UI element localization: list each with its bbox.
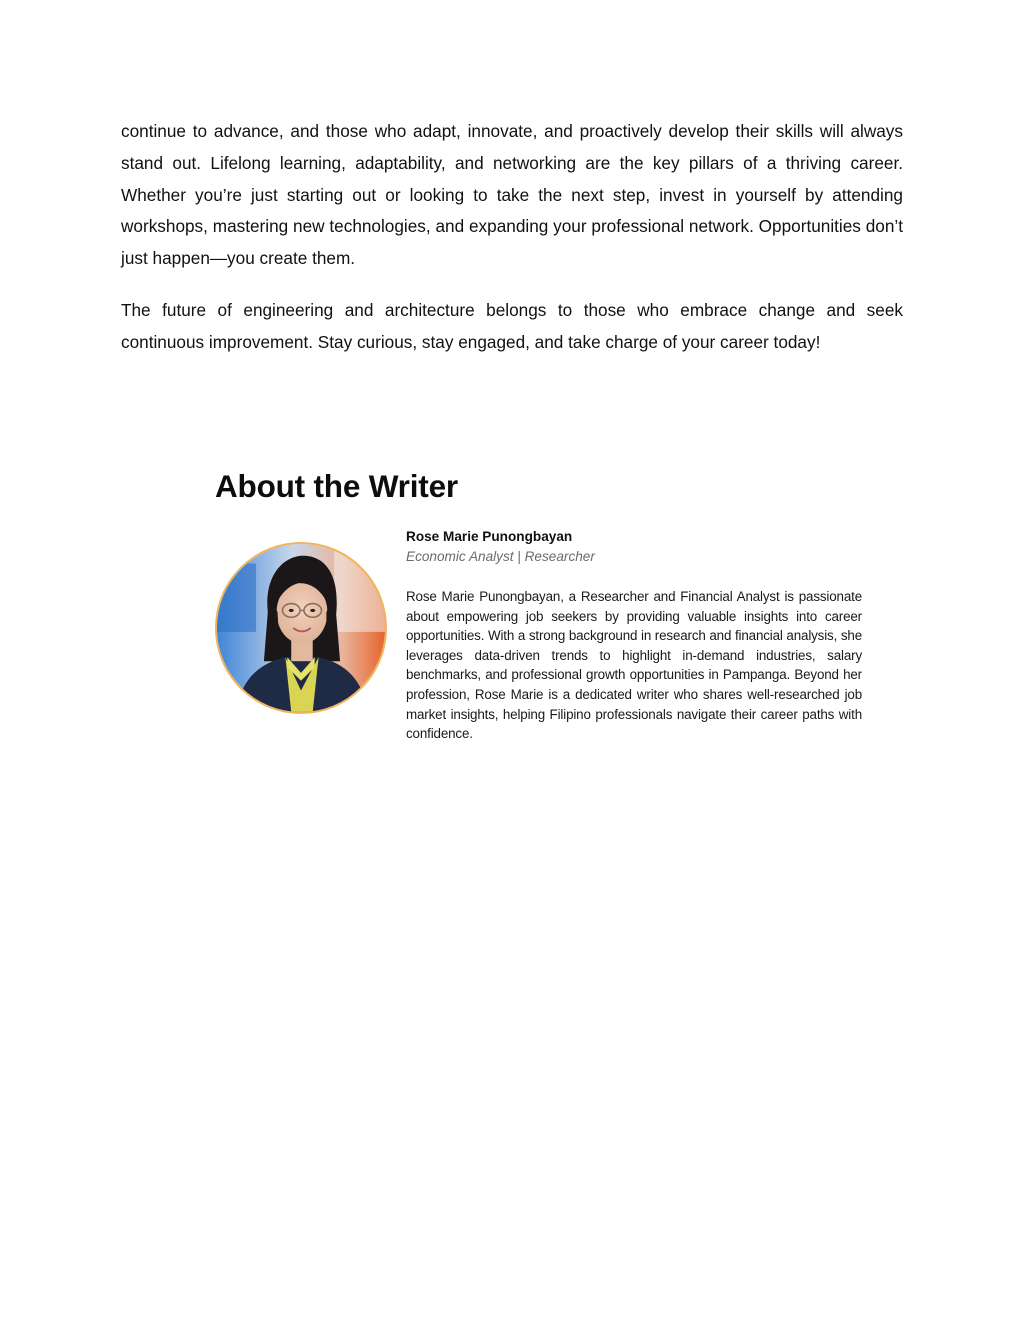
writer-role: Economic Analyst | Researcher: [406, 549, 595, 564]
writer-bio: Rose Marie Punongbayan, a Researcher and Financial Analyst is passionate about empowering job seekers by providing valuable insights into career opportunities. With a strong background in research and financial analysis, she leverages data-driven trends to highlight in-demand industries, salary benchmarks, and professional growth opportunities in Pampanga. Beyond her profession, Rose Marie is a dedicated writer who shares well-researched job market insights, helping Filipino professionals navigate their career paths with confidence.: [406, 589, 862, 742]
writer-portrait-icon: [217, 544, 385, 712]
writer-name: Rose Marie Punongbayan: [406, 529, 573, 544]
article-paragraph-2: The future of engineering and architecture belongs to those who embrace change and seek continuous improvement. Stay curious, stay engaged, and take charge of your career today!: [121, 300, 903, 352]
article-paragraph-1: continue to advance, and those who adapt, innovate, and proactively develop their skills will always stand out. Lifelong learning, adaptability, and networking are the key pillars of a thriving career. Whether you’re just starting out or looking to take the next step, invest in yourself by attending workshops, mastering new technologies, and expanding your professional network. Opportunities don’t just happen—you create them.: [121, 121, 903, 269]
writer-avatar: [215, 542, 387, 714]
about-writer-heading: About the Writer: [215, 468, 458, 504]
